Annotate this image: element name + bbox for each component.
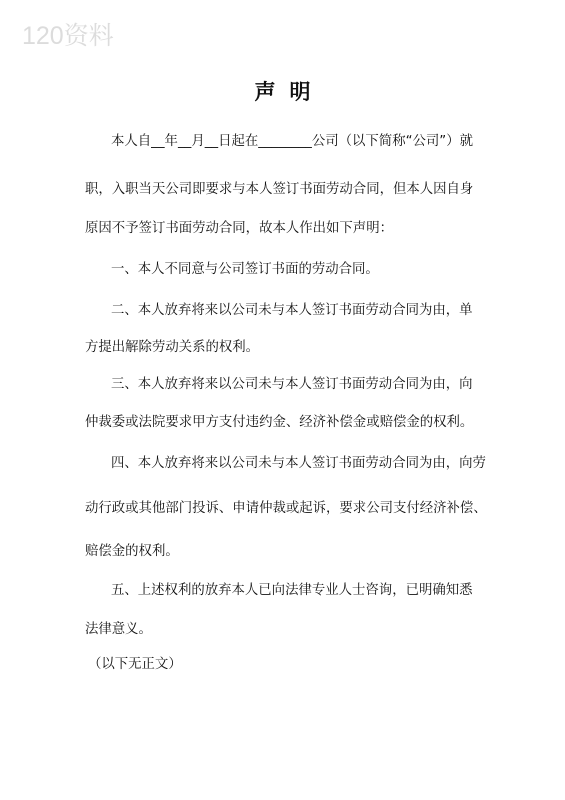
document-title: 声明 bbox=[254, 80, 325, 104]
clause-3-line-1: 三、本人放弃将来以公司未与本人签订书面劳动合同为由，向 bbox=[111, 377, 473, 392]
clause-2-line-1: 二、本人放弃将来以公司未与本人签订书面劳动合同为由，单 bbox=[111, 303, 473, 318]
clause-3-line-2: 仲裁委或法院要求甲方支付违约金、经济补偿金或赔偿金的权利。 bbox=[85, 415, 474, 430]
intro-line-2: 职，入职当天公司即要求与本人签订书面劳动合同，但本人因自身 bbox=[85, 182, 474, 197]
end-note: （以下无正文） bbox=[88, 657, 182, 672]
clause-4-line-2: 动行政或其他部门投诉、申请仲裁或起诉，要求公司支付经济补偿、 bbox=[85, 501, 487, 516]
clause-4-line-1: 四、本人放弃将来以公司未与本人签订书面劳动合同为由，向劳 bbox=[111, 456, 486, 471]
clause-4-line-3: 赔偿金的权利。 bbox=[85, 544, 179, 559]
intro-line-1: 本人自__年__月__日起在________公司（以下简称“公司”）就 bbox=[111, 134, 474, 149]
watermark-logo: 120资料 bbox=[22, 22, 114, 50]
clause-5-line-2: 法律意义。 bbox=[85, 622, 152, 637]
clause-5-line-1: 五、上述权利的放弃本人已向法律专业人士咨询，已明确知悉 bbox=[111, 583, 473, 598]
clause-2-line-2: 方提出解除劳动关系的权利。 bbox=[85, 340, 260, 355]
clause-1-line-1: 一、本人不同意与公司签订书面的劳动合同。 bbox=[111, 262, 379, 277]
intro-line-3: 原因不予签订书面劳动合同，故本人作出如下声明： bbox=[85, 221, 393, 236]
